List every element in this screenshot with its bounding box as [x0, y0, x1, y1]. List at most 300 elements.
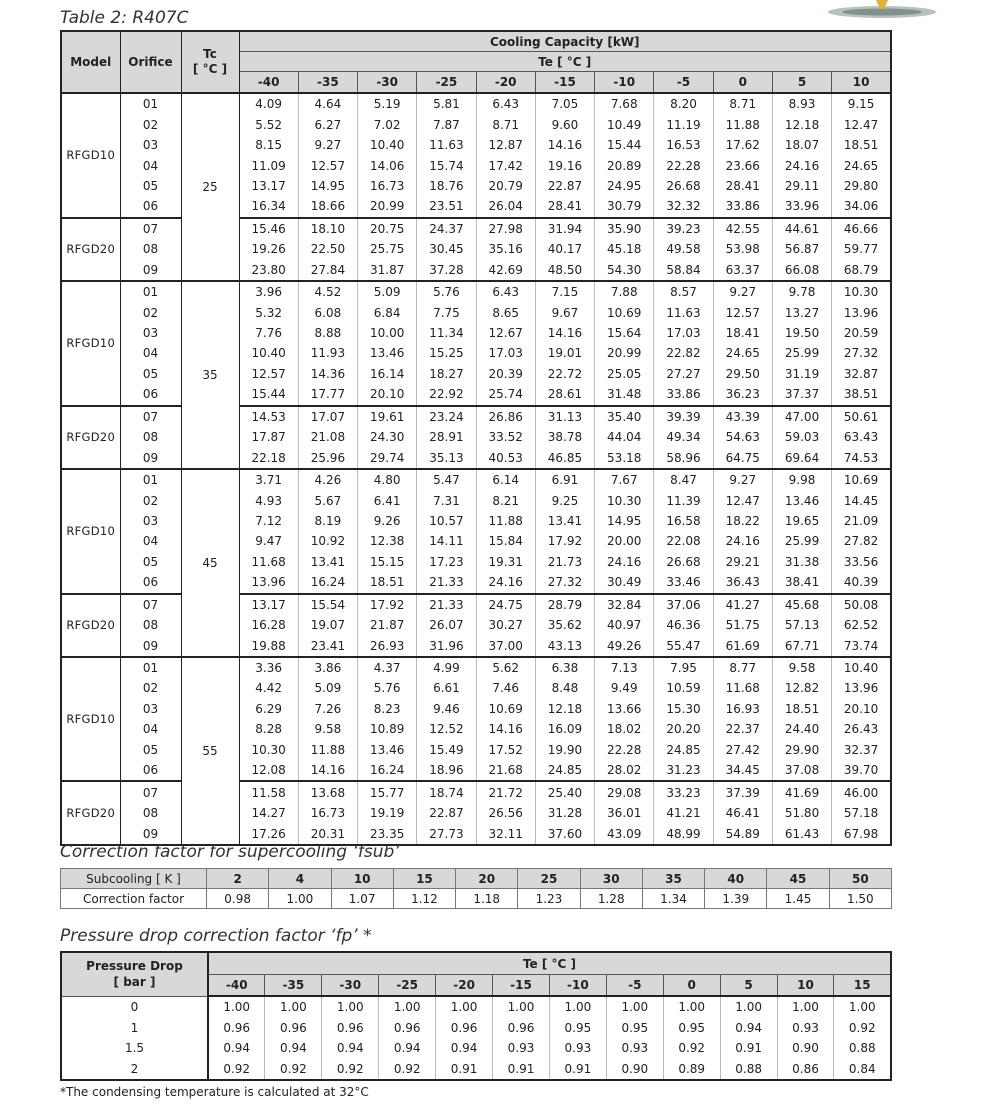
capacity-cell: 17.03 — [654, 323, 713, 343]
capacity-cell: 12.08 — [239, 760, 298, 781]
orifice-cell: 09 — [120, 823, 181, 844]
pressure-drop-label: Pressure Drop — [86, 959, 183, 974]
orifice-cell: 05 — [120, 740, 181, 760]
capacity-cell: 7.26 — [298, 699, 357, 719]
capacity-cell: 20.10 — [843, 701, 879, 716]
capacity-cell: 3.86 — [298, 657, 357, 678]
capacity-cell: 36.23 — [713, 384, 772, 405]
pd-te-column-header: -40 — [208, 975, 265, 997]
model-cell: RFGD10 — [61, 281, 120, 406]
capacity-cell: 37.39 — [713, 781, 772, 802]
capacity-cell: 12.47 — [713, 490, 772, 510]
fp-cell: 1.00 — [379, 996, 436, 1018]
capacity-cell: 22.72 — [535, 364, 594, 384]
capacity-cell: 5.81 — [417, 93, 476, 114]
capacity-cell: 24.16 — [595, 552, 654, 572]
pressure-drop-unit: [ bar ] — [113, 975, 156, 990]
capacity-cell: 10.40 — [358, 135, 417, 155]
capacity-cell: 9.15 — [832, 93, 891, 114]
capacity-cell: 4.42 — [239, 678, 298, 698]
capacity-cell: 53.98 — [713, 239, 772, 259]
capacity-cell: 9.67 — [535, 302, 594, 322]
capacity-cell: 38.51 — [843, 387, 879, 402]
fp-cell: 0.96 — [379, 1018, 436, 1039]
capacity-cell: 14.16 — [535, 323, 594, 343]
capacity-cell: 25.40 — [535, 781, 594, 802]
capacity-cell: 49.34 — [654, 427, 713, 447]
capacity-cell: 20.75 — [358, 218, 417, 239]
subcooling-k-cell: 4 — [269, 869, 331, 889]
capacity-cell: 20.31 — [298, 823, 357, 844]
capacity-cell: 5.09 — [298, 678, 357, 698]
pressure-cell: 1 — [61, 1018, 208, 1039]
capacity-cell: 6.29 — [239, 699, 298, 719]
capacity-cell: 23.35 — [358, 823, 417, 844]
capacity-cell: 8.93 — [772, 93, 831, 114]
capacity-cell: 8.48 — [535, 678, 594, 698]
capacity-cell: 13.46 — [358, 343, 417, 363]
capacity-cell: 42.55 — [713, 218, 772, 239]
capacity-cell: 21.87 — [358, 615, 417, 635]
capacity-cell: 10.69 — [595, 302, 654, 322]
subcooling-header-label: Subcooling [ K ] — [61, 869, 207, 889]
capacity-cell: 8.15 — [239, 135, 298, 155]
pd-te-column-header: -10 — [549, 975, 606, 997]
capacity-cell: 21.09 — [843, 513, 879, 528]
capacity-cell: 19.88 — [239, 635, 298, 656]
capacity-cell: 26.86 — [476, 406, 535, 427]
capacity-cell: 13.96 — [239, 572, 298, 593]
orifice-cell: 03 — [120, 511, 181, 531]
fp-cell: 0.94 — [322, 1038, 379, 1059]
capacity-cell: 30.79 — [595, 196, 654, 217]
capacity-cell: 40.39 — [843, 575, 879, 590]
pressure-cell: 2 — [61, 1059, 208, 1081]
capacity-cell: 11.19 — [654, 114, 713, 134]
capacity-cell: 22.50 — [298, 239, 357, 259]
capacity-cell: 38.41 — [772, 572, 831, 593]
correction-factor-cell: 1.23 — [518, 889, 580, 909]
capacity-cell: 15.74 — [417, 155, 476, 175]
capacity-cell: 58.96 — [654, 447, 713, 468]
capacity-cell: 25.96 — [298, 447, 357, 468]
capacity-cell: 4.52 — [298, 281, 357, 302]
capacity-cell: 67.98 — [843, 826, 879, 841]
capacity-cell: 19.65 — [772, 511, 831, 531]
capacity-cell: 5.47 — [417, 469, 476, 490]
capacity-cell: 10.69 — [832, 469, 891, 490]
capacity-cell: 12.18 — [535, 699, 594, 719]
capacity-cell: 4.26 — [298, 469, 357, 490]
capacity-cell: 37.08 — [772, 760, 831, 781]
fp-cell: 0.96 — [436, 1018, 493, 1039]
orifice-cell: 03 — [120, 323, 181, 343]
capacity-cell: 24.37 — [417, 218, 476, 239]
capacity-cell: 9.25 — [535, 490, 594, 510]
capacity-cell: 57.18 — [843, 806, 879, 821]
capacity-cell: 22.37 — [713, 719, 772, 739]
capacity-cell: 59.77 — [843, 242, 879, 257]
capacity-cell: 10.30 — [595, 490, 654, 510]
fp-cell: 0.91 — [493, 1059, 550, 1081]
tc-cell: 35 — [181, 281, 239, 469]
capacity-cell: 22.87 — [535, 176, 594, 196]
capacity-cell: 18.02 — [595, 719, 654, 739]
capacity-cell: 66.08 — [772, 260, 831, 281]
te-column-header: -35 — [298, 72, 357, 94]
capacity-cell: 16.73 — [358, 176, 417, 196]
orifice-cell: 02 — [120, 490, 181, 510]
pd-te-column-header: 5 — [720, 975, 777, 997]
capacity-cell: 24.85 — [654, 740, 713, 760]
capacity-cell: 38.78 — [535, 427, 594, 447]
capacity-cell: 24.65 — [843, 158, 879, 173]
fp-cell: 0.92 — [265, 1059, 322, 1081]
capacity-cell: 17.26 — [239, 823, 298, 844]
capacity-cell: 17.62 — [713, 135, 772, 155]
capacity-cell: 11.58 — [239, 781, 298, 802]
capacity-cell: 21.72 — [476, 781, 535, 802]
fp-cell: 0.84 — [848, 1061, 876, 1076]
capacity-cell: 23.24 — [417, 406, 476, 427]
orifice-header: Orifice — [120, 31, 181, 93]
capacity-cell: 7.02 — [358, 114, 417, 134]
capacity-cell: 8.28 — [239, 719, 298, 739]
capacity-cell: 18.74 — [417, 781, 476, 802]
model-cell: RFGD10 — [61, 93, 120, 218]
capacity-cell: 4.37 — [358, 657, 417, 678]
capacity-cell: 28.79 — [535, 594, 594, 615]
capacity-cell: 56.87 — [772, 239, 831, 259]
capacity-cell: 28.41 — [713, 176, 772, 196]
capacity-cell: 8.71 — [713, 93, 772, 114]
pressure-cell: 1.5 — [61, 1038, 208, 1059]
capacity-cell: 6.41 — [358, 490, 417, 510]
capacity-cell: 25.05 — [595, 364, 654, 384]
capacity-cell: 14.53 — [239, 406, 298, 427]
capacity-cell: 23.41 — [298, 635, 357, 656]
pd-te-column-header: -30 — [322, 975, 379, 997]
subcooling-k-cell: 50 — [829, 869, 891, 889]
capacity-cell: 33.96 — [772, 196, 831, 217]
capacity-cell: 25.74 — [476, 384, 535, 405]
capacity-cell: 27.82 — [843, 534, 879, 549]
capacity-cell: 28.02 — [595, 760, 654, 781]
capacity-cell: 14.36 — [298, 364, 357, 384]
subcooling-k-cell: 40 — [705, 869, 767, 889]
capacity-cell: 27.27 — [654, 364, 713, 384]
capacity-cell: 18.27 — [417, 364, 476, 384]
capacity-cell: 33.86 — [713, 196, 772, 217]
correction-factor-cell: 1.50 — [829, 889, 891, 909]
fp-cell: 1.00 — [848, 1000, 876, 1015]
model-cell: RFGD20 — [61, 594, 120, 657]
capacity-cell: 37.37 — [772, 384, 831, 405]
orifice-cell: 08 — [120, 239, 181, 259]
capacity-cell: 27.32 — [843, 346, 879, 361]
capacity-cell: 37.28 — [417, 260, 476, 281]
capacity-cell: 35.13 — [417, 447, 476, 468]
capacity-cell: 33.52 — [476, 427, 535, 447]
capacity-cell: 4.80 — [358, 469, 417, 490]
pressure-drop-table — [60, 951, 892, 1081]
capacity-cell: 41.27 — [713, 594, 772, 615]
orifice-cell: 02 — [120, 302, 181, 322]
capacity-cell: 18.22 — [713, 511, 772, 531]
capacity-cell: 9.58 — [298, 719, 357, 739]
capacity-cell: 22.28 — [595, 740, 654, 760]
capacity-cell: 7.76 — [239, 323, 298, 343]
capacity-cell: 8.77 — [713, 657, 772, 678]
capacity-cell: 11.93 — [298, 343, 357, 363]
fp-cell: 0.93 — [493, 1038, 550, 1059]
capacity-cell: 12.87 — [476, 135, 535, 155]
capacity-cell: 33.86 — [654, 384, 713, 405]
capacity-cell: 43.39 — [713, 406, 772, 427]
capacity-cell: 50.08 — [832, 594, 891, 615]
capacity-cell: 11.63 — [417, 135, 476, 155]
capacity-cell: 29.80 — [843, 178, 879, 193]
capacity-cell: 49.58 — [654, 239, 713, 259]
pd-te-column-header: 15 — [834, 975, 891, 997]
capacity-cell: 31.13 — [535, 406, 594, 427]
table-row — [61, 469, 891, 490]
capacity-cell: 19.26 — [239, 239, 298, 259]
correction-factor-cell: 1.45 — [767, 889, 829, 909]
capacity-cell: 12.38 — [358, 531, 417, 551]
capacity-cell: 11.88 — [476, 511, 535, 531]
capacity-cell: 13.96 — [843, 305, 879, 320]
orifice-cell: 04 — [120, 343, 181, 363]
tc-label: Tc — [203, 47, 217, 61]
table-row — [61, 657, 891, 678]
te-column-header: -30 — [358, 72, 417, 94]
capacity-cell: 16.93 — [713, 699, 772, 719]
capacity-cell: 11.88 — [713, 114, 772, 134]
capacity-cell: 51.75 — [713, 615, 772, 635]
subcooling-k-cell: 20 — [456, 869, 518, 889]
fp-cell: 0.96 — [493, 1018, 550, 1039]
fp-cell: 0.94 — [436, 1038, 493, 1059]
pd-te-column-header: -25 — [379, 975, 436, 997]
capacity-cell: 7.68 — [595, 93, 654, 114]
model-header: Model — [61, 31, 120, 93]
capacity-cell: 17.07 — [298, 406, 357, 427]
capacity-cell: 14.16 — [298, 760, 357, 781]
capacity-cell: 13.27 — [772, 302, 831, 322]
capacity-cell: 25.99 — [772, 531, 831, 551]
pressure-cell: 0 — [61, 996, 208, 1018]
capacity-cell: 9.47 — [239, 531, 298, 551]
capacity-cell: 24.85 — [535, 760, 594, 781]
capacity-cell: 32.32 — [654, 196, 713, 217]
capacity-cell: 10.00 — [358, 323, 417, 343]
fp-cell: 0.92 — [208, 1059, 265, 1081]
subcooling-k-cell: 45 — [767, 869, 829, 889]
capacity-cell: 16.34 — [239, 196, 298, 217]
capacity-cell: 20.89 — [595, 155, 654, 175]
capacity-cell: 15.44 — [595, 135, 654, 155]
capacity-cell: 6.61 — [417, 678, 476, 698]
capacity-cell: 73.74 — [843, 638, 879, 653]
capacity-cell: 20.99 — [358, 196, 417, 217]
orifice-cell: 03 — [120, 135, 181, 155]
capacity-cell: 61.69 — [713, 635, 772, 656]
capacity-cell: 14.16 — [535, 135, 594, 155]
capacity-cell: 11.68 — [713, 678, 772, 698]
capacity-cell: 17.92 — [535, 531, 594, 551]
capacity-cell: 34.45 — [713, 760, 772, 781]
capacity-cell: 9.98 — [772, 469, 831, 490]
orifice-cell: 09 — [120, 260, 181, 281]
capacity-cell: 29.08 — [595, 781, 654, 802]
capacity-cell: 8.65 — [476, 302, 535, 322]
capacity-cell: 15.77 — [358, 781, 417, 802]
capacity-cell: 7.31 — [417, 490, 476, 510]
capacity-cell: 13.68 — [298, 781, 357, 802]
capacity-cell: 13.41 — [298, 552, 357, 572]
capacity-cell: 10.30 — [239, 740, 298, 760]
orifice-cell: 07 — [120, 594, 181, 615]
fp-cell: 0.94 — [720, 1018, 777, 1039]
capacity-cell: 14.95 — [595, 511, 654, 531]
orifice-cell: 08 — [120, 615, 181, 635]
capacity-cell: 14.16 — [476, 719, 535, 739]
subcooling-table — [60, 868, 892, 909]
table-caption: Table 2: R407C — [60, 8, 189, 28]
fp-cell: 1.00 — [777, 996, 834, 1018]
correction-factor-cell: 0.98 — [207, 889, 269, 909]
capacity-cell: 20.39 — [476, 364, 535, 384]
capacity-cell: 6.27 — [298, 114, 357, 134]
capacity-cell: 13.46 — [358, 740, 417, 760]
capacity-cell: 25.99 — [772, 343, 831, 363]
tc-unit: [ °C ] — [192, 62, 228, 76]
correction-factor-cell: 1.00 — [269, 889, 331, 909]
orifice-cell: 01 — [120, 469, 181, 490]
capacity-cell: 19.19 — [358, 803, 417, 823]
capacity-cell: 8.19 — [298, 511, 357, 531]
capacity-cell: 58.84 — [654, 260, 713, 281]
fp-cell: 0.95 — [663, 1018, 720, 1039]
capacity-cell: 12.82 — [772, 678, 831, 698]
te-column-header: -5 — [654, 72, 713, 94]
te-column-header: 5 — [772, 72, 831, 94]
capacity-cell: 47.00 — [772, 406, 831, 427]
capacity-cell: 51.80 — [772, 803, 831, 823]
capacity-cell: 15.49 — [417, 740, 476, 760]
capacity-cell: 46.66 — [832, 218, 891, 239]
capacity-cell: 8.71 — [476, 114, 535, 134]
orifice-cell: 06 — [120, 196, 181, 217]
capacity-cell: 22.92 — [417, 384, 476, 405]
orifice-cell: 06 — [120, 572, 181, 593]
subcooling-k-cell: 35 — [642, 869, 704, 889]
capacity-cell: 14.11 — [417, 531, 476, 551]
capacity-cell: 16.14 — [358, 364, 417, 384]
fp-cell: 0.92 — [322, 1059, 379, 1081]
capacity-cell: 12.57 — [298, 155, 357, 175]
capacity-cell: 11.09 — [239, 155, 298, 175]
capacity-cell: 35.40 — [595, 406, 654, 427]
fp-cell: 0.94 — [379, 1038, 436, 1059]
fp-cell: 1.00 — [549, 996, 606, 1018]
capacity-cell: 10.40 — [832, 657, 891, 678]
capacity-cell: 29.11 — [772, 176, 831, 196]
capacity-cell: 15.15 — [358, 552, 417, 572]
subcooling-k-cell: 10 — [331, 869, 393, 889]
fp-cell: 0.89 — [663, 1059, 720, 1081]
capacity-cell: 27.32 — [535, 572, 594, 593]
fp-cell: 0.88 — [720, 1059, 777, 1081]
orifice-cell: 03 — [120, 699, 181, 719]
tc-cell: 55 — [181, 657, 239, 845]
subcooling-k-cell: 30 — [580, 869, 642, 889]
correction-factor-cell: 1.18 — [456, 889, 518, 909]
fp-cell: 0.92 — [663, 1038, 720, 1059]
capacity-cell: 4.64 — [298, 93, 357, 114]
capacity-cell: 16.53 — [654, 135, 713, 155]
capacity-cell: 7.46 — [476, 678, 535, 698]
orifice-cell: 07 — [120, 406, 181, 427]
pressure-drop-caption: Pressure drop correction factor ‘fp’ * — [60, 926, 372, 946]
capacity-cell: 22.18 — [239, 447, 298, 468]
capacity-cell: 20.99 — [595, 343, 654, 363]
capacity-cell: 7.67 — [595, 469, 654, 490]
capacity-cell: 15.30 — [654, 699, 713, 719]
orifice-cell: 04 — [120, 531, 181, 551]
capacity-cell: 7.05 — [535, 93, 594, 114]
capacity-cell: 24.65 — [713, 343, 772, 363]
capacity-cell: 30.49 — [595, 572, 654, 593]
capacity-cell: 21.73 — [535, 552, 594, 572]
capacity-cell: 67.71 — [772, 635, 831, 656]
capacity-cell: 46.85 — [535, 447, 594, 468]
capacity-cell: 15.54 — [298, 594, 357, 615]
fp-cell: 0.95 — [549, 1018, 606, 1039]
capacity-cell: 17.03 — [476, 343, 535, 363]
capacity-cell: 45.18 — [595, 239, 654, 259]
capacity-cell: 29.21 — [713, 552, 772, 572]
capacity-cell: 23.51 — [417, 196, 476, 217]
fp-cell: 1.00 — [208, 996, 265, 1018]
capacity-cell: 9.78 — [772, 281, 831, 302]
capacity-cell: 23.66 — [713, 155, 772, 175]
capacity-cell: 35.90 — [595, 218, 654, 239]
capacity-cell: 36.01 — [595, 803, 654, 823]
capacity-cell: 19.16 — [535, 155, 594, 175]
fp-cell: 0.91 — [720, 1038, 777, 1059]
capacity-cell: 22.87 — [417, 803, 476, 823]
capacity-cell: 31.94 — [535, 218, 594, 239]
pd-te-header: Te [ °C ] — [208, 952, 891, 975]
capacity-cell: 21.68 — [476, 760, 535, 781]
capacity-cell: 24.16 — [476, 572, 535, 593]
fp-cell: 1.00 — [322, 996, 379, 1018]
capacity-cell: 4.93 — [239, 490, 298, 510]
correction-factor-cell: 1.39 — [705, 889, 767, 909]
capacity-cell: 26.07 — [417, 615, 476, 635]
capacity-cell: 7.88 — [595, 281, 654, 302]
capacity-cell: 19.31 — [476, 552, 535, 572]
capacity-cell: 15.64 — [595, 323, 654, 343]
capacity-cell: 35.62 — [535, 615, 594, 635]
capacity-cell: 19.01 — [535, 343, 594, 363]
capacity-cell: 11.68 — [239, 552, 298, 572]
te-column-header: -20 — [476, 72, 535, 94]
correction-factor-cell: 1.34 — [642, 889, 704, 909]
correction-factor-cell: 1.07 — [331, 889, 393, 909]
